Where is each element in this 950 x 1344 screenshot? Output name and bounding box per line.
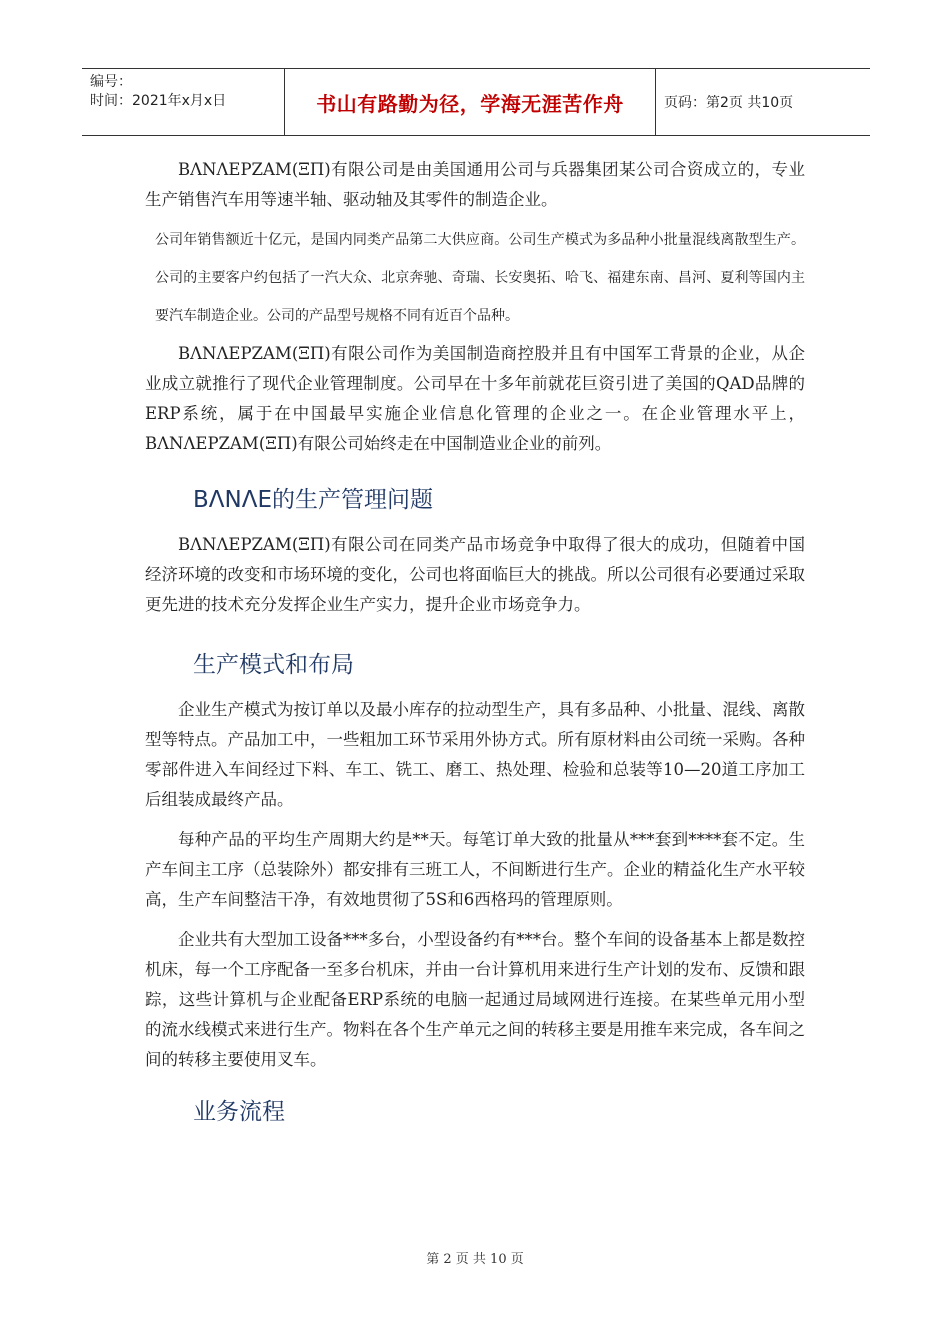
section-heading-production-layout: 生产模式和布局 [193,652,354,678]
paragraph-equipment: 企业共有大型加工设备***多台，小型设备约有***台。整个车间的设备基本上都是数控机床，每一个工序配备一至多台机床，并由一台计算机用来进行生产计划的发布、反馈和跟踪，这些计算机与企业配备ERP系统的电脑一起通过局域网进行连接。在某些单元用小型的流水线模式来进行生产。物料在各个生产单元之间的转移主要是用推车来完成，各车间之间的转移主要使用叉车。 [145,930,805,1069]
paragraph-company-intro: BΛNΛEPZAM(ΞΠ)有限公司是由美国通用公司与兵器集团某公司合资成立的，专业生产销售汽车用等速半轴、驱动轴及其零件的制造企业。 [145,160,805,209]
header-table [82,68,870,136]
document-time-label: 时间：2021年x月x日 [90,93,227,109]
document-number-label: 编号： [90,74,132,90]
paragraph-management-system: BΛNΛEPZAM(ΞΠ)有限公司作为美国制造商控股并且有中国军工背景的企业，从企业成立就推行了现代企业管理制度。公司早在十多年前就花巨资引进了美国的QAD品牌的ERP系统，属于在中国最早实施企业信息化管理的企业之一。在企业管理水平上，BΛNΛEPZAM(ΞΠ)有限公司始终走在中国制造业企业的前列。 [145,344,805,453]
paragraph-sales-customers: 公司年销售额近十亿元，是国内同类产品第二大供应商。公司生产模式为多品种小批量混线离散型生产。公司的主要客户约包括了一汽大众、北京奔驰、奇瑞、长安奥拓、哈飞、福建东南、昌河、夏利等国内主要汽车制造企业。公司的产品型号规格不同有近百个品种。 [155,232,805,324]
section-heading-production-issues: BΛNΛE的生产管理问题 [193,487,433,513]
header-motto: 书山有路勤为径，学海无涯苦作舟 [316,91,624,116]
paragraph-production-mode: 企业生产模式为按订单以及最小库存的拉动型生产，具有多品种、小批量、混线、离散型等特点。产品加工中，一些粗加工环节采用外协方式。所有原材料由公司统一采购。各种零部件进入车间经过下料、车工、铣工、磨工、热处理、检验和总装等10—20道工序加工后组装成最终产品。 [145,700,805,809]
header-page-cell [656,69,870,135]
paragraph-production-cycle: 每种产品的平均生产周期大约是**天。每笔订单大致的批量从***套到****套不定。生产车间主工序（总装除外）都安排有三班工人，不间断进行生产。企业的精益化生产水平较高，生产车间整洁干净，有效地贯彻了5S和6西格玛的管理原则。 [145,830,805,909]
document-body [145,155,805,1126]
section-heading-business-process: 业务流程 [193,1099,285,1125]
paragraph-market-challenges: BΛNΛEPZAM(ΞΠ)有限公司在同类产品市场竞争中取得了很大的成功，但随着中国经济环境的改变和市场环境的变化，公司也将面临巨大的挑战。所以公司很有必要通过采取更先进的技术充分发挥企业生产实力，提升企业市场竞争力。 [145,535,805,614]
header-left-cell [82,69,284,135]
header-page-label: 页码：第2页 共10页 [664,95,794,111]
header-motto-cell [284,69,656,135]
page-footer: 第 2 页 共 10 页 [426,1252,524,1267]
